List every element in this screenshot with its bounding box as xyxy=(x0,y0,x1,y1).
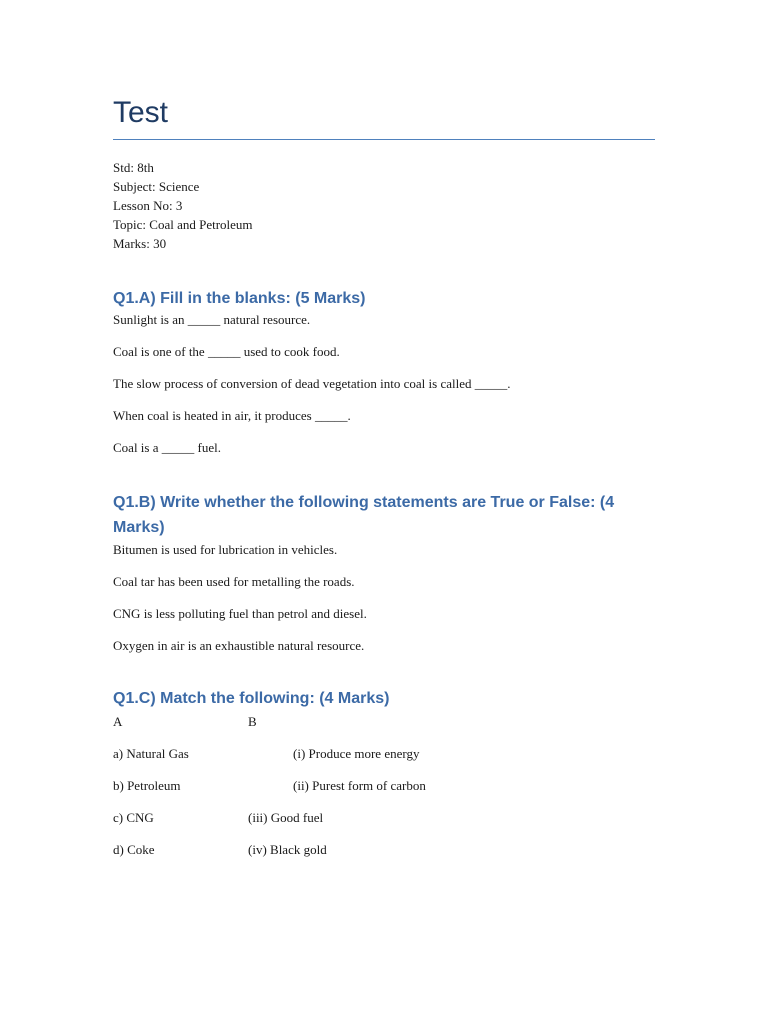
column-b-header: B xyxy=(248,714,257,729)
title-underline xyxy=(113,139,655,140)
detail-std: Std: 8th xyxy=(113,160,154,175)
detail-marks: Marks: 30 xyxy=(113,236,167,251)
q1a-item: When coal is heated in air, it produces _____. xyxy=(113,408,351,423)
q1a-item: The slow process of conversion of dead vegetation into coal is called _____. xyxy=(113,376,511,391)
detail-lesson: Lesson No: 3 xyxy=(113,198,183,213)
q1b-heading: Q1.B) Write whether the following statements are True or False: (4 Marks) xyxy=(113,494,615,536)
match-item-b: (i) Produce more energy xyxy=(293,746,420,761)
q1a-item: Coal is a _____ fuel. xyxy=(113,440,221,455)
match-item-a: c) CNG xyxy=(113,810,154,825)
match-item-b: (iv) Black gold xyxy=(248,842,327,857)
match-item-b: (ii) Purest form of carbon xyxy=(293,778,426,793)
q1a-item: Sunlight is an _____ natural resource. xyxy=(113,312,311,327)
q1b-item: Oxygen in air is an exhaustible natural resource. xyxy=(113,638,365,653)
match-item-b: (iii) Good fuel xyxy=(248,810,324,825)
match-item-a: b) Petroleum xyxy=(113,778,181,793)
q1b-item: CNG is less polluting fuel than petrol and diesel. xyxy=(113,606,367,621)
match-item-a: d) Coke xyxy=(113,842,155,857)
detail-subject: Subject: Science xyxy=(113,179,200,194)
column-a-header: A xyxy=(113,714,123,729)
q1a-heading: Q1.A) Fill in the blanks: (5 Marks) xyxy=(113,290,366,307)
match-item-a: a) Natural Gas xyxy=(113,746,189,761)
detail-topic: Topic: Coal and Petroleum xyxy=(113,217,253,232)
q1b-item: Bitumen is used for lubrication in vehicles. xyxy=(113,542,338,557)
q1a-item: Coal is one of the _____ used to cook food. xyxy=(113,344,340,359)
document-title: Test xyxy=(113,96,169,129)
q1b-item: Coal tar has been used for metalling the roads. xyxy=(113,574,355,589)
q1c-heading: Q1.C) Match the following: (4 Marks) xyxy=(113,690,390,707)
